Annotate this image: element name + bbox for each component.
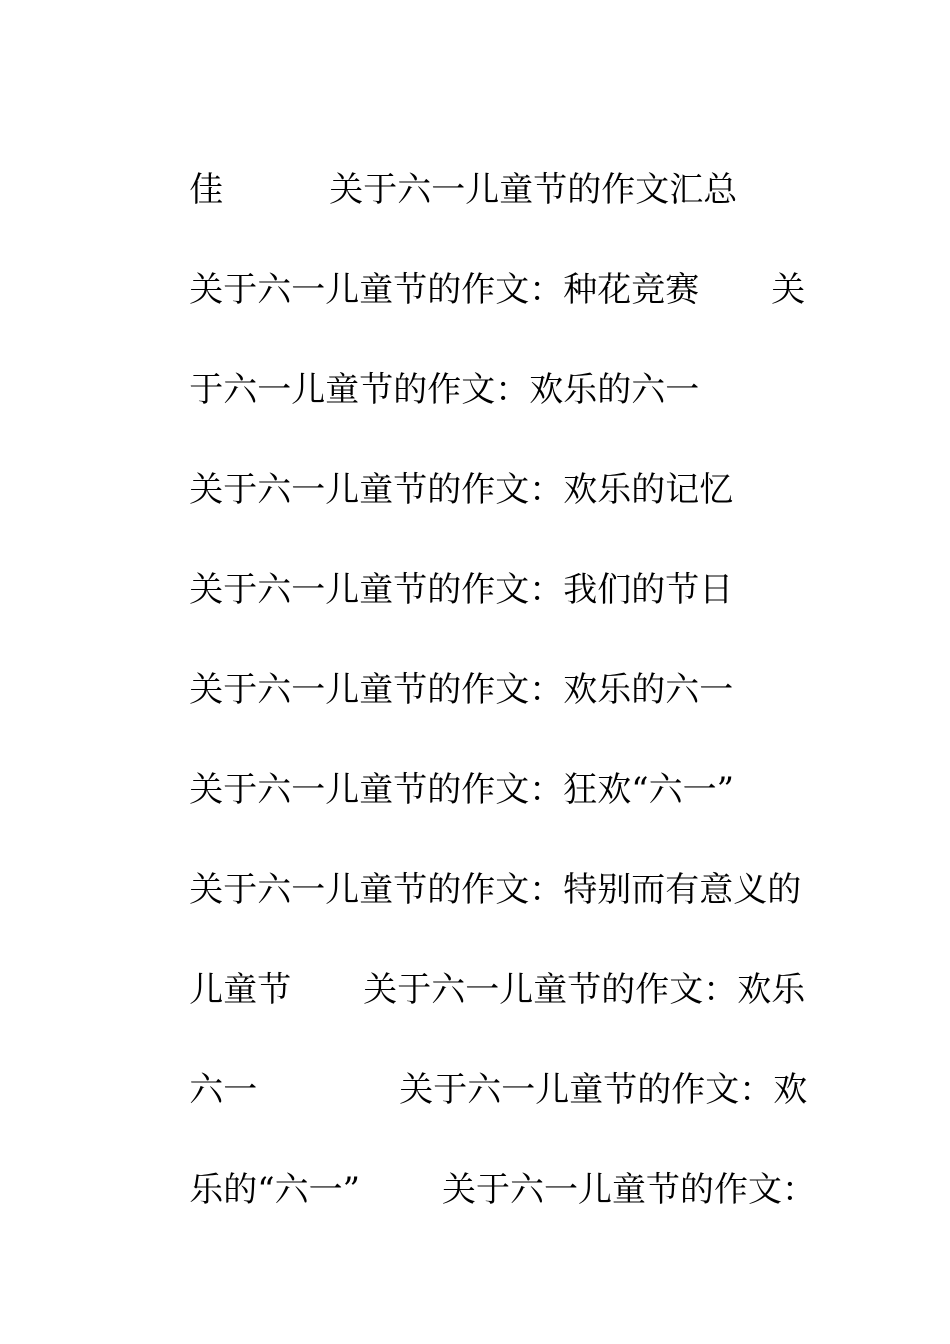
text-line-3	[146, 330, 700, 410]
line-1-segment-b: 关于六一儿童节的作文汇总	[329, 170, 738, 210]
line-6-segment-a: 关于六一儿童节的作文：欢乐的六一	[189, 670, 734, 710]
line-10-segment-b: 关于六一儿童节的作文：欢	[399, 1070, 808, 1110]
line-11-segment-b: 关于六一儿童节的作文：	[442, 1170, 816, 1210]
line-2-segment-a: 关于六一儿童节的作文：种花竞赛	[189, 270, 700, 310]
line-9-segment-b: 关于六一儿童节的作文：欢乐	[363, 970, 806, 1010]
text-line-5	[146, 530, 734, 610]
text-line-4	[146, 430, 734, 510]
text-line-7	[146, 730, 734, 810]
text-line-11	[146, 1130, 816, 1210]
line-11-segment-a: 乐的“六一”	[189, 1170, 360, 1210]
line-5-segment-a: 关于六一儿童节的作文：我们的节日	[189, 570, 734, 610]
text-line-1	[146, 130, 738, 210]
line-2-segment-b: 关	[771, 270, 806, 310]
line-1-segment-a: 佳	[189, 170, 224, 210]
line-8-segment-a: 关于六一儿童节的作文：特别而有意义的	[189, 870, 802, 910]
line-3-segment-a: 于六一儿童节的作文：欢乐的六一	[189, 370, 700, 410]
text-line-8	[146, 830, 802, 910]
line-9-segment-a: 儿童节	[189, 970, 292, 1010]
text-line-10	[146, 1030, 808, 1110]
line-4-segment-a: 关于六一儿童节的作文：欢乐的记忆	[189, 470, 734, 510]
text-line-6	[146, 630, 734, 710]
line-7-segment-a: 关于六一儿童节的作文：狂欢“六一”	[189, 770, 734, 810]
line-10-segment-a: 六一	[189, 1070, 258, 1110]
text-line-2	[146, 230, 806, 310]
text-line-9	[146, 930, 806, 1010]
